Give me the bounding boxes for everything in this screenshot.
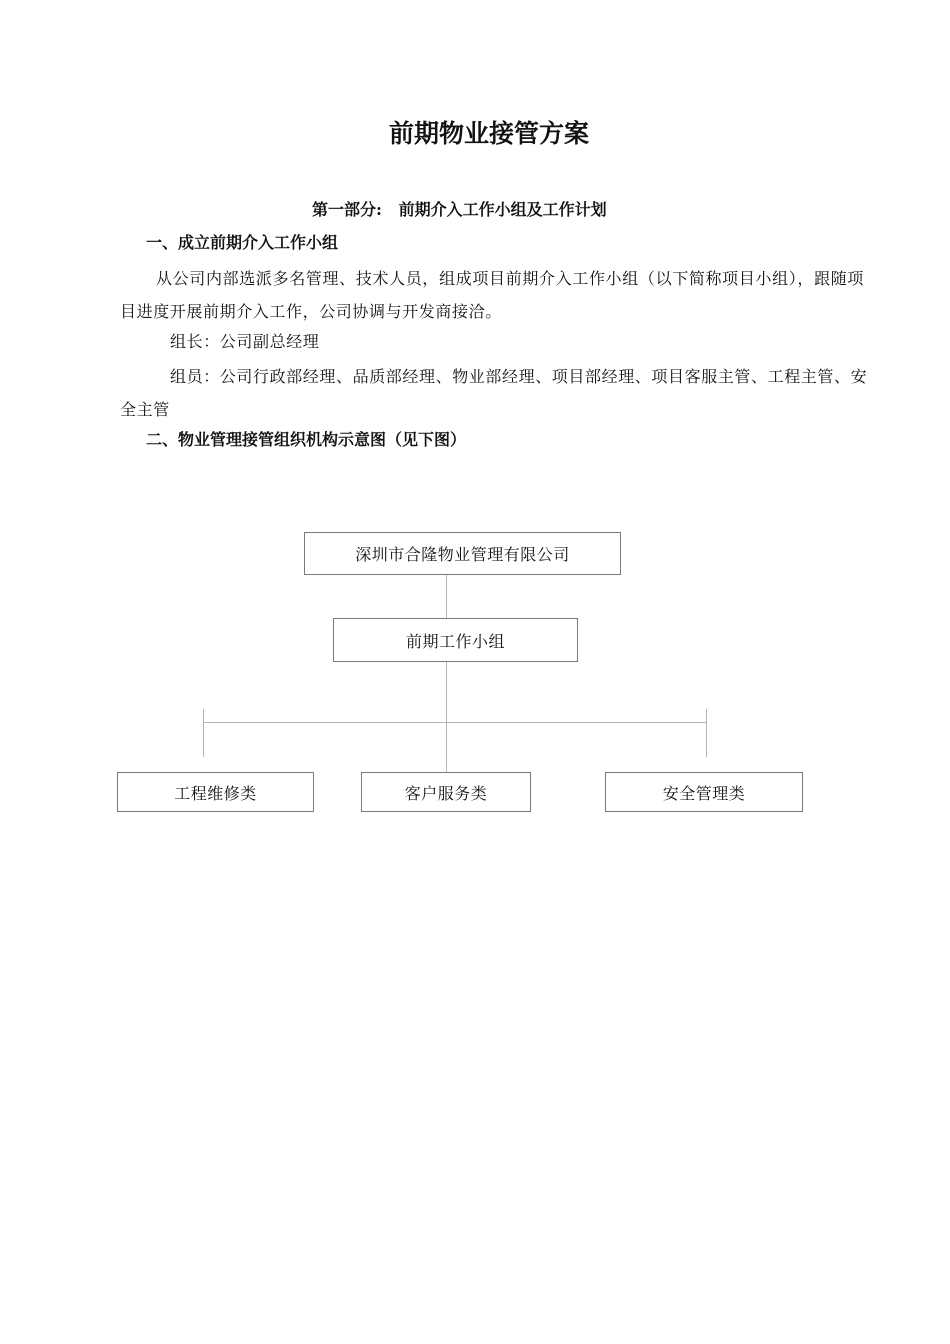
leader-line: 组长：公司副总经理 <box>170 332 320 351</box>
org-box-engineering: 工程维修类 <box>117 772 314 812</box>
org-box-root: 深圳市合隆物业管理有限公司 <box>304 532 621 575</box>
org-box-customer-service: 客户服务类 <box>361 772 531 812</box>
members-line: 组员：公司行政部经理、品质部经理、物业部经理、项目部经理、项目客服主管、工程主管、安全主管 <box>120 367 868 419</box>
connector-horizontal-bus <box>203 722 707 723</box>
document-title: 前期物业接管方案 <box>388 119 589 148</box>
org-box-middle: 前期工作小组 <box>333 618 578 662</box>
connector-middle-to-bus <box>446 661 447 773</box>
section2-heading: 二、物业管理接管组织机构示意图（见下图） <box>146 430 467 449</box>
connector-right-drop <box>706 709 707 757</box>
part-heading: 第一部分: 前期介入工作小组及工作计划 <box>312 200 607 219</box>
org-box-security: 安全管理类 <box>605 772 803 812</box>
section1-paragraph: 从公司内部选派多名管理、技术人员，组成项目前期介入工作小组（以下简称项目小组），跟随项目进度开展前期介入工作，公司协调与开发商接洽。 <box>120 269 864 321</box>
section1-heading: 一、成立前期介入工作小组 <box>146 233 339 252</box>
connector-root-to-middle <box>446 574 447 619</box>
connector-left-drop <box>203 709 204 757</box>
